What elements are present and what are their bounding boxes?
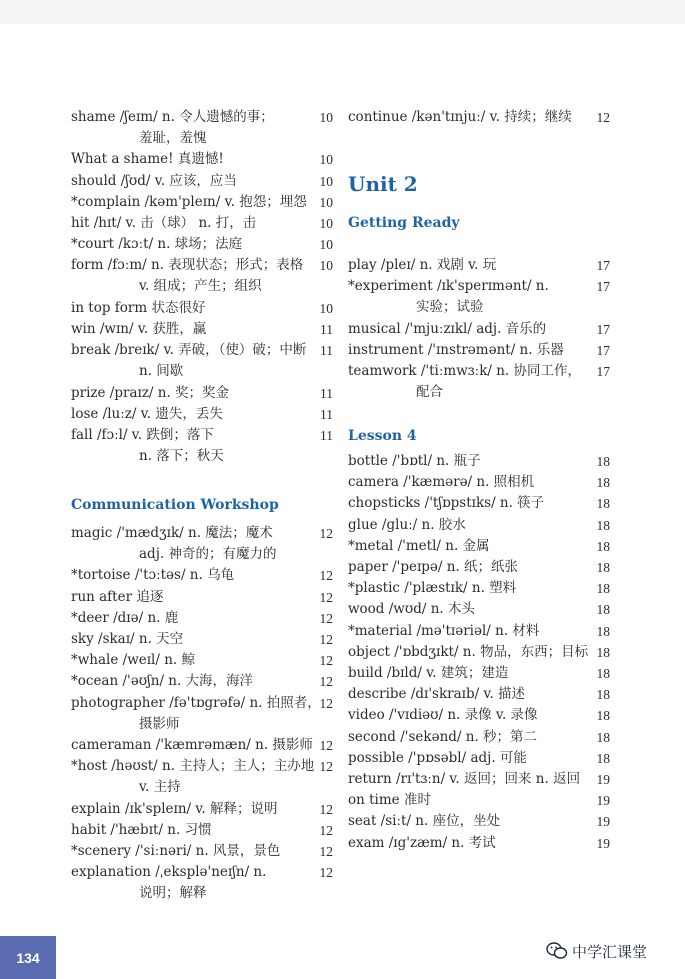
glossary-entry xyxy=(71,756,333,798)
glossary-entry xyxy=(71,383,333,404)
entry-continuation: 配合 xyxy=(416,384,443,400)
entry-page: 12 xyxy=(319,674,333,690)
entry-page: 19 xyxy=(596,772,610,787)
entry-page: 10 xyxy=(319,216,333,231)
glossary-entry xyxy=(348,515,610,536)
entry-page: 18 xyxy=(596,708,610,724)
glossary-entry xyxy=(71,629,333,650)
entry-text: play /pleɪ/ n. 戏剧 v. 玩 xyxy=(348,257,497,273)
glossary-entry xyxy=(348,319,610,340)
entry-page: 18 xyxy=(596,687,610,703)
entry-page: 18 xyxy=(596,475,610,491)
entry-text: *ocean /'əʊʃn/ n. 大海，海洋 xyxy=(71,673,254,690)
entry-text: *court /kɔːt/ n. 球场；法庭 xyxy=(71,236,243,253)
entry-continuation: v. 组成；产生；组织 xyxy=(139,278,262,295)
entry-page: 10 xyxy=(319,173,333,189)
wechat-icon xyxy=(546,941,568,961)
entry-text: instrument /'ɪnstrəmənt/ n. 乐器 xyxy=(348,341,564,358)
glossary-entry xyxy=(71,171,333,192)
entry-page: 11 xyxy=(320,343,333,359)
entry-page: 18 xyxy=(596,729,610,745)
glossary-entry xyxy=(71,213,333,234)
entry-text: continue /kən'tɪnjuː/ v. 持续；继续 xyxy=(348,109,572,125)
entry-page: 12 xyxy=(319,801,333,817)
entry-text: *scenery /'siːnəri/ n. 风景，景色 xyxy=(71,843,281,859)
page-top-band xyxy=(0,0,685,24)
entry-text: form /fɔːm/ n. 表现状态；形式；表格 xyxy=(71,257,304,274)
glossary-entry xyxy=(348,684,610,705)
wechat-watermark xyxy=(546,940,647,962)
glossary-entry xyxy=(71,340,333,382)
glossary-entry xyxy=(348,536,610,557)
glossary-entry xyxy=(348,663,610,684)
entry-page: 10 xyxy=(319,258,333,274)
glossary-entry xyxy=(71,565,333,586)
glossary-entry xyxy=(348,255,610,276)
glossary-entry xyxy=(71,298,333,319)
glossary-entry xyxy=(348,642,610,663)
glossary-entry xyxy=(71,192,333,213)
entry-text: habit /'hæbɪt/ n. 习惯 xyxy=(71,821,212,838)
entry-text: *experiment /ɪk'sperɪmənt/ n. xyxy=(348,278,549,295)
entry-text: win /wɪn/ v. 获胜，赢 xyxy=(71,321,207,337)
entry-continuation: n. 间歇 xyxy=(139,363,184,380)
entry-text: fall /fɔːl/ v. 跌倒；落下 xyxy=(71,427,214,443)
entry-text: video /'vɪdiəʊ/ n. 录像 v. 录像 xyxy=(348,707,538,724)
entry-page: 17 xyxy=(596,342,610,358)
glossary-entry xyxy=(71,820,333,841)
entry-text: should /ʃʊd/ v. 应该，应当 xyxy=(71,172,237,189)
glossary-entry xyxy=(71,862,333,904)
glossary-entry xyxy=(348,340,610,361)
entry-continuation: 说明；解释 xyxy=(139,885,207,902)
glossary-entry xyxy=(71,107,333,149)
entry-page: 19 xyxy=(596,835,610,851)
entry-page: 12 xyxy=(319,632,333,647)
entry-page: 12 xyxy=(319,695,333,711)
entry-page: 10 xyxy=(319,152,333,168)
glossary-entry xyxy=(348,833,610,854)
entry-continuation: 羞耻，羞愧 xyxy=(139,130,207,146)
entry-page: 17 xyxy=(596,279,610,295)
glossary-entry xyxy=(71,523,333,565)
glossary-entry xyxy=(348,451,610,472)
entry-text: camera /'kæmərə/ n. 照相机 xyxy=(348,474,535,491)
entry-text: bottle /'bɒtl/ n. 瓶子 xyxy=(348,453,481,469)
entry-page: 18 xyxy=(596,644,610,660)
glossary-entry xyxy=(71,425,333,467)
page-number: 134 xyxy=(16,949,40,966)
entry-page: 17 xyxy=(596,364,610,379)
glossary-entry xyxy=(71,693,333,735)
entry-text: explanation /ˌeksplə'neɪʃn/ n. xyxy=(71,864,267,881)
glossary-entry xyxy=(348,621,610,642)
glossary-entry xyxy=(71,650,333,671)
glossary-entry xyxy=(348,361,610,403)
entry-text: *host /həʊst/ n. 主持人；主人；主办地 xyxy=(71,758,315,775)
section-heading-lesson-4: Lesson 4 xyxy=(348,428,417,444)
entry-page: 18 xyxy=(596,517,610,533)
glossary-entry xyxy=(348,811,610,832)
entry-text: What a shame! 真遗憾! xyxy=(71,151,224,168)
entry-text: possible /'pɒsəbl/ adj. 可能 xyxy=(348,749,527,766)
entry-page: 18 xyxy=(596,454,610,469)
entry-page: 11 xyxy=(320,428,333,443)
entry-continuation: 实验；试验 xyxy=(416,299,484,316)
entry-continuation: n. 落下；秋天 xyxy=(139,448,224,464)
glossary-entry xyxy=(348,599,610,620)
entry-page: 12 xyxy=(319,865,333,881)
entry-page: 17 xyxy=(596,258,610,273)
entry-text: explain /ɪk'spleɪn/ v. 解释；说明 xyxy=(71,800,278,817)
entry-text: build /bɪld/ v. 建筑；建造 xyxy=(348,665,509,681)
entry-text: *tortoise /'tɔːtəs/ n. 乌龟 xyxy=(71,567,235,584)
glossary-entry xyxy=(348,748,610,769)
entry-page: 19 xyxy=(596,793,610,809)
entry-text: cameraman /'kæmrəmæn/ n. 摄影师 xyxy=(71,737,313,753)
entry-page: 12 xyxy=(319,589,333,605)
entry-page: 12 xyxy=(319,844,333,859)
section-heading-getting-ready: Getting Ready xyxy=(348,215,460,231)
entry-text: prize /praɪz/ n. 奖；奖金 xyxy=(71,384,230,401)
entry-page: 12 xyxy=(319,526,333,541)
entry-text: photographer /fə'tɒgrəfə/ n. 拍照者， xyxy=(71,694,321,711)
entry-page: 12 xyxy=(319,653,333,669)
entry-text: chopsticks /'tʃɒpstɪks/ n. 筷子 xyxy=(348,495,545,512)
entry-text: run after 追逐 xyxy=(71,588,164,605)
glossary-entry xyxy=(348,578,610,599)
entry-text: paper /'peɪpə/ n. 纸；纸张 xyxy=(348,559,519,575)
entry-page: 11 xyxy=(320,322,333,337)
glossary-entry xyxy=(348,493,610,514)
entry-text: describe /dɪ'skraɪb/ v. 描述 xyxy=(348,686,526,703)
section-heading-communication-workshop: Communication Workshop xyxy=(71,497,279,513)
glossary-entry xyxy=(348,705,610,726)
glossary-entry xyxy=(348,790,610,811)
glossary-entry xyxy=(71,319,333,340)
entry-page: 10 xyxy=(319,194,333,210)
entry-page: 12 xyxy=(319,759,333,775)
entry-continuation: adj. 神奇的；有魔力的 xyxy=(139,546,277,562)
entry-page: 19 xyxy=(596,814,610,830)
entry-text: return /rɪ'tɜːn/ v. 返回；回来 n. 返回 xyxy=(348,771,581,787)
entry-page: 18 xyxy=(596,666,610,681)
entry-page: 12 xyxy=(596,110,610,125)
entry-text: object /'ɒbdʒɪkt/ n. 物品，东西；目标 xyxy=(348,643,589,660)
entry-text: *deer /dɪə/ n. 鹿 xyxy=(71,609,179,626)
unit-title: Unit 2 xyxy=(348,172,418,196)
entry-text: *metal /'metl/ n. 金属 xyxy=(348,537,490,554)
entry-page: 10 xyxy=(319,300,333,316)
glossary-entry xyxy=(71,671,333,692)
entry-text: exam /ɪg'zæm/ n. 考试 xyxy=(348,834,496,851)
entry-text: *whale /weɪl/ n. 鲸 xyxy=(71,652,195,669)
entry-text: hit /hɪt/ v. 击（球） n. 打，击 xyxy=(71,215,257,231)
entry-text: lose /luːz/ v. 遗失，丢失 xyxy=(71,405,223,422)
entry-page: 12 xyxy=(319,738,333,753)
entry-text: seat /siːt/ n. 座位，坐处 xyxy=(348,813,501,830)
entry-page: 18 xyxy=(596,496,610,512)
entry-continuation: 摄影师 xyxy=(139,715,180,732)
entry-text: magic /'mædʒɪk/ n. 魔法；魔术 xyxy=(71,525,273,541)
entry-page: 11 xyxy=(320,385,333,401)
entry-text: second /'sekənd/ n. 秒；第二 xyxy=(348,728,538,745)
glossary-entry xyxy=(348,472,610,493)
entry-text: on time 准时 xyxy=(348,792,431,809)
entry-text: break /breɪk/ v. 弄破，（使）破；中断 xyxy=(71,342,307,359)
glossary-entry xyxy=(348,727,610,748)
entry-text: shame /ʃeɪm/ n. 令人遗憾的事； xyxy=(71,109,274,125)
entry-page: 18 xyxy=(596,623,610,639)
entry-text: musical /'mjuːzɪkl/ adj. 音乐的 xyxy=(348,320,547,337)
entry-page: 10 xyxy=(319,237,333,253)
entry-page: 12 xyxy=(319,568,333,584)
glossary-entry xyxy=(348,769,610,790)
entry-page: 12 xyxy=(319,822,333,838)
glossary-entry xyxy=(71,149,333,170)
glossary-entry xyxy=(348,107,610,128)
entry-text: wood /wʊd/ n. 木头 xyxy=(348,601,475,618)
glossary-entry xyxy=(71,735,333,756)
entry-text: *complain /kəm'pleɪn/ v. 抱怨；埋怨 xyxy=(71,193,307,210)
glossary-entry xyxy=(71,799,333,820)
entry-continuation: v. 主持 xyxy=(139,779,181,796)
entry-text: teamwork /'tiːmwɜːk/ n. 协同工作， xyxy=(348,363,581,379)
entry-page: 18 xyxy=(596,538,610,554)
glossary-entry xyxy=(348,276,610,318)
entry-page: 12 xyxy=(319,610,333,626)
entry-page: 10 xyxy=(319,110,333,125)
entry-page: 11 xyxy=(320,406,333,422)
entry-page: 18 xyxy=(596,750,610,766)
entry-text: *plastic /'plæstɪk/ n. 塑料 xyxy=(348,580,517,597)
entry-text: *material /mə'tɪəriəl/ n. 材料 xyxy=(348,622,540,639)
entry-text: glue /gluː/ n. 胶水 xyxy=(348,516,466,533)
entry-page: 18 xyxy=(596,560,610,575)
entry-text: sky /skaɪ/ n. 天空 xyxy=(71,631,184,647)
watermark-text: 中学汇课堂 xyxy=(572,942,648,961)
entry-page: 18 xyxy=(596,602,610,618)
page-number-tab xyxy=(0,936,56,979)
glossary-entry xyxy=(71,608,333,629)
entry-page: 17 xyxy=(596,321,610,337)
glossary-entry xyxy=(71,587,333,608)
entry-page: 18 xyxy=(596,581,610,597)
glossary-entry xyxy=(71,255,333,297)
glossary-entry xyxy=(71,841,333,862)
glossary-entry xyxy=(71,234,333,255)
glossary-entry xyxy=(71,404,333,425)
glossary-entry xyxy=(348,557,610,578)
entry-text: in top form 状态很好 xyxy=(71,299,206,316)
